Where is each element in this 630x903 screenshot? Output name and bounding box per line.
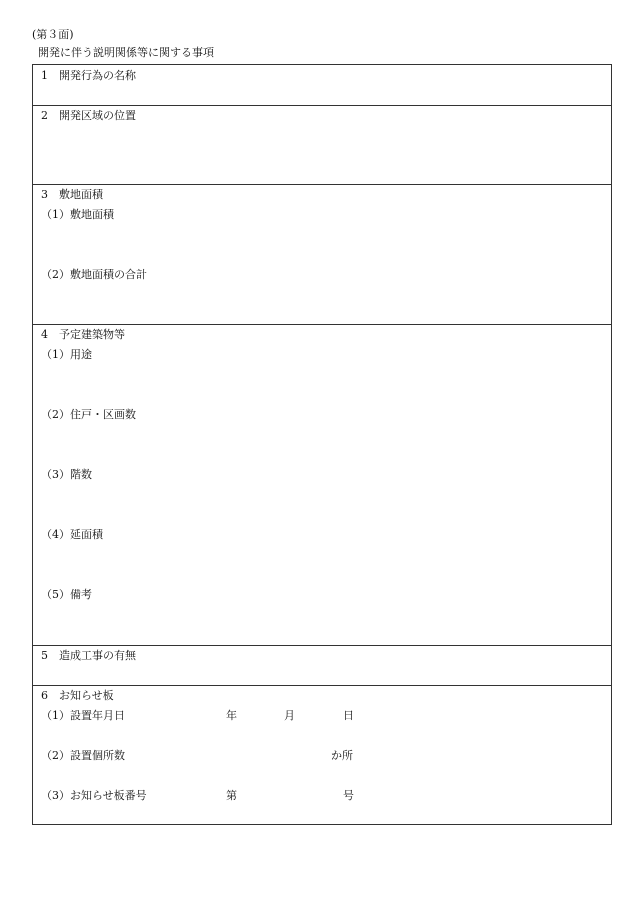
install-date-month-label: 月 bbox=[284, 709, 295, 722]
board-number-suffix-label: 号 bbox=[343, 789, 354, 802]
section-4-title: 4 予定建築物等 bbox=[41, 328, 125, 341]
section-3-item-site-area-total: （2）敷地面積の合計 bbox=[41, 268, 147, 281]
form-title: 開発に伴う説明関係等に関する事項 bbox=[38, 46, 214, 59]
section-4-item-floor-area: （4）延面積 bbox=[41, 528, 103, 541]
section-5-title: 5 造成工事の有無 bbox=[41, 649, 136, 662]
section-4-item-use: （1）用途 bbox=[41, 348, 92, 361]
section-divider bbox=[33, 324, 611, 325]
form-table bbox=[32, 64, 612, 825]
install-date-day-label: 日 bbox=[343, 709, 354, 722]
section-3-item-site-area: （1）敷地面積 bbox=[41, 208, 114, 221]
section-6-title: 6 お知らせ板 bbox=[41, 689, 114, 702]
section-4-item-units: （2）住戸・区画数 bbox=[41, 408, 136, 421]
section-4-item-remarks: （5）備考 bbox=[41, 588, 92, 601]
install-date-year-label: 年 bbox=[226, 709, 237, 722]
install-count-unit-label: か所 bbox=[331, 749, 353, 762]
board-number-prefix-label: 第 bbox=[226, 789, 237, 802]
section-6-item-install-count: （2）設置個所数 bbox=[41, 749, 125, 762]
section-divider bbox=[33, 645, 611, 646]
section-6-item-install-date: （1）設置年月日 bbox=[41, 709, 125, 722]
section-divider bbox=[33, 184, 611, 185]
page-number: (第３面) bbox=[32, 28, 74, 41]
section-2-title: 2 開発区域の位置 bbox=[41, 109, 136, 122]
section-3-title: 3 敷地面積 bbox=[41, 188, 103, 201]
section-divider bbox=[33, 105, 611, 106]
section-divider bbox=[33, 685, 611, 686]
section-6-item-board-number: （3）お知らせ板番号 bbox=[41, 789, 147, 802]
section-4-item-floors: （3）階数 bbox=[41, 468, 92, 481]
section-1-title: 1 開発行為の名称 bbox=[41, 69, 136, 82]
